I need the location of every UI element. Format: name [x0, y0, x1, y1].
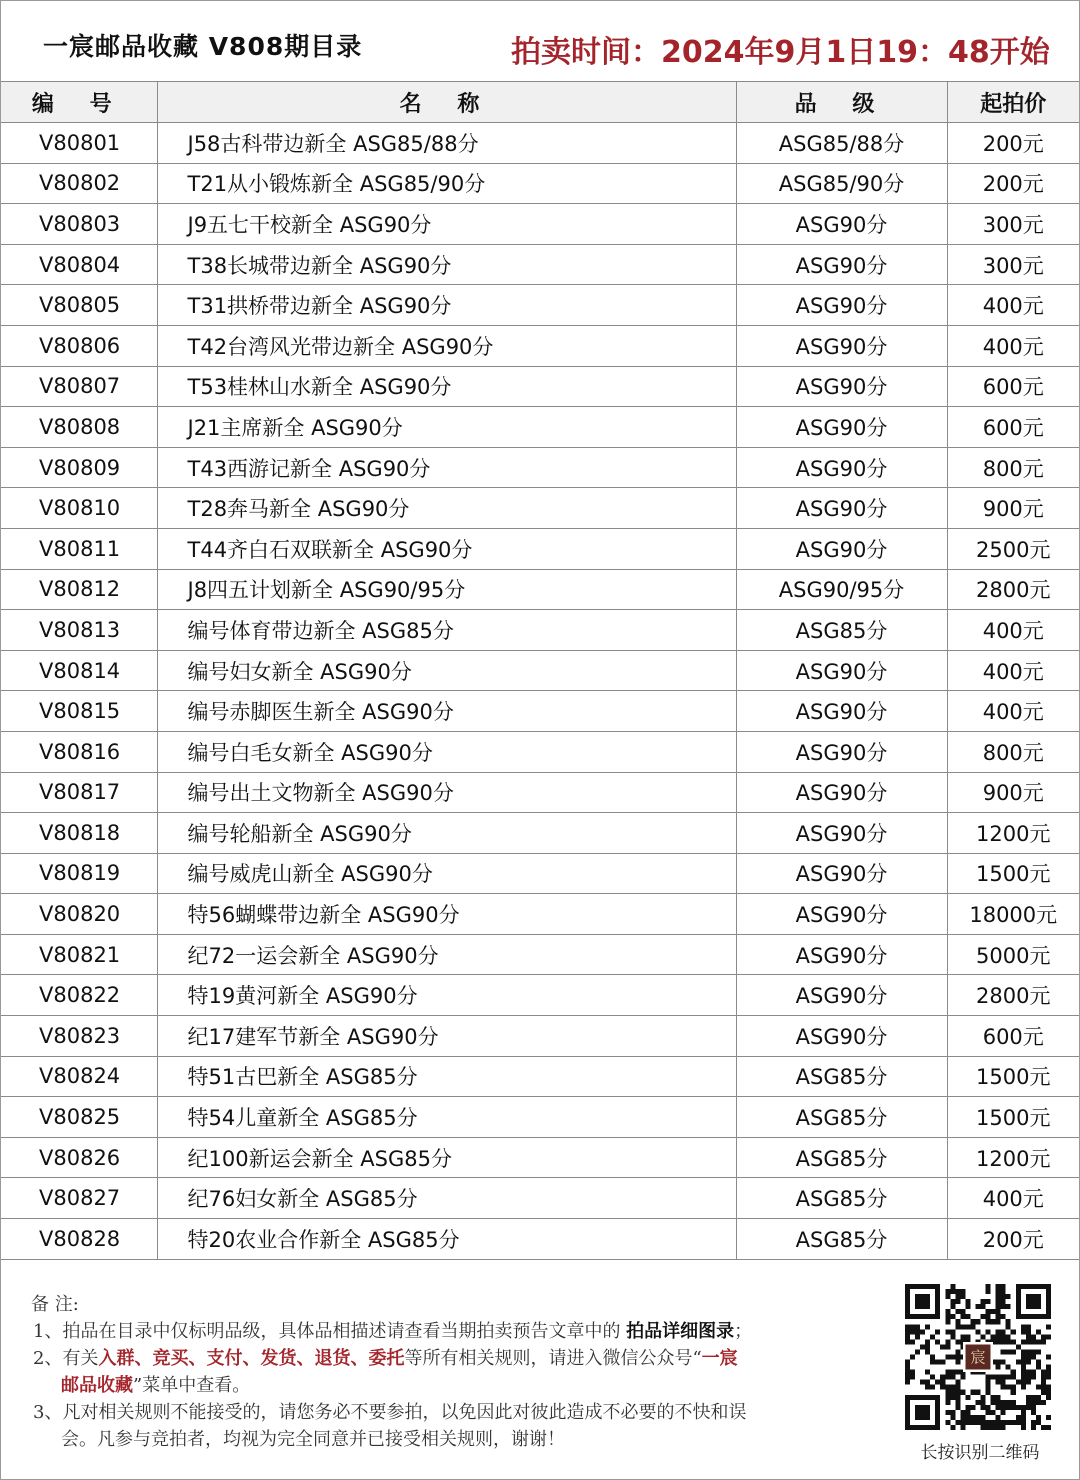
item-name: 特54儿童新全 ASG85分: [157, 1097, 736, 1138]
qr-caption: 长按识别二维码: [920, 1443, 1040, 1463]
item-grade: ASG85分: [736, 1097, 947, 1138]
column-header-name: 名 称: [157, 82, 736, 123]
item-name: 纪17建军节新全 ASG90分: [157, 1016, 736, 1057]
item-grade: ASG90分: [736, 407, 947, 448]
table-row: [1, 610, 1079, 651]
table-row: [1, 123, 1079, 164]
item-grade: ASG90分: [736, 894, 947, 935]
lot-number: V80821: [1, 934, 157, 975]
lot-number: V80803: [1, 204, 157, 245]
item-name: T31拱桥带边新全 ASG90分: [157, 285, 736, 326]
item-grade: ASG90分: [736, 813, 947, 854]
item-name: T42台湾风光带边新全 ASG90分: [157, 325, 736, 366]
starting-price: 2500元: [947, 528, 1079, 569]
table-row: [1, 204, 1079, 245]
item-name: J9五七干校新全 ASG90分: [157, 204, 736, 245]
item-name: 纪76妇女新全 ASG85分: [157, 1178, 736, 1219]
table-row: [1, 772, 1079, 813]
catalog-table: [1, 81, 1079, 1260]
table-row: [1, 934, 1079, 975]
lot-number: V80825: [1, 1097, 157, 1138]
catalog-title: 一宸邮品收藏 V808期目录: [43, 32, 363, 61]
starting-price: 200元: [947, 163, 1079, 204]
item-grade: ASG90分: [736, 528, 947, 569]
note-2-end: ”菜单中查看。: [133, 1375, 251, 1396]
lot-number: V80810: [1, 488, 157, 529]
note-3: 3、凡对相关规则不能接受的，请您务必不要参拍，以免因此对彼此造成不必要的不快和误: [33, 1402, 747, 1423]
item-grade: ASG90分: [736, 204, 947, 245]
item-name: 编号体育带边新全 ASG85分: [157, 610, 736, 651]
starting-price: 400元: [947, 1178, 1079, 1219]
starting-price: 600元: [947, 366, 1079, 407]
table-header-row: [1, 82, 1079, 123]
table-row: [1, 1016, 1079, 1057]
note-2-account-a: 一宸: [701, 1348, 738, 1369]
table-row: [1, 447, 1079, 488]
item-name: 编号白毛女新全 ASG90分: [157, 731, 736, 772]
starting-price: 900元: [947, 488, 1079, 529]
item-grade: ASG90分: [736, 447, 947, 488]
table-row: [1, 325, 1079, 366]
note-1-end: ；: [734, 1321, 753, 1342]
lot-number: V80824: [1, 1056, 157, 1097]
item-grade: ASG90分: [736, 366, 947, 407]
lot-number: V80801: [1, 123, 157, 164]
starting-price: 200元: [947, 1219, 1079, 1260]
item-name: T44齐白石双联新全 ASG90分: [157, 528, 736, 569]
starting-price: 1500元: [947, 1097, 1079, 1138]
table-row: [1, 366, 1079, 407]
item-grade: ASG90分: [736, 691, 947, 732]
item-name: 特20农业合作新全 ASG85分: [157, 1219, 736, 1260]
note-2-emphasis: 入群、竞买、支付、发货、退货、委托: [98, 1348, 405, 1369]
starting-price: 400元: [947, 610, 1079, 651]
starting-price: 200元: [947, 123, 1079, 164]
item-grade: ASG90分: [736, 1016, 947, 1057]
lot-number: V80818: [1, 813, 157, 854]
lot-number: V80816: [1, 731, 157, 772]
item-grade: ASG90分: [736, 934, 947, 975]
item-grade: ASG90分: [736, 650, 947, 691]
notes-heading: 备 注:: [31, 1294, 79, 1315]
lot-number: V80802: [1, 163, 157, 204]
note-3-cont: 会。凡参与竞拍者，均视为完全同意并已接受相关规则，谢谢！: [61, 1429, 565, 1450]
auction-time: 拍卖时间：2024年9月1日19：48开始: [511, 35, 1050, 70]
item-name: 特19黄河新全 ASG90分: [157, 975, 736, 1016]
item-name: T43西游记新全 ASG90分: [157, 447, 736, 488]
note-1-text: 1、拍品在目录中仅标明品级，具体品相描述请查看当期拍卖预告文章中的: [33, 1321, 627, 1342]
item-name: T53桂林山水新全 ASG90分: [157, 366, 736, 407]
note-2-cont: [31, 1372, 871, 1399]
column-header-number: 编 号: [1, 82, 157, 123]
starting-price: 2800元: [947, 569, 1079, 610]
table-row: [1, 528, 1079, 569]
note-2-account-b: 邮品收藏: [61, 1375, 133, 1396]
table-row: [1, 1056, 1079, 1097]
starting-price: 900元: [947, 772, 1079, 813]
item-name: J8四五计划新全 ASG90/95分: [157, 569, 736, 610]
starting-price: 300元: [947, 204, 1079, 245]
lot-number: V80817: [1, 772, 157, 813]
starting-price: 600元: [947, 407, 1079, 448]
table-row: [1, 285, 1079, 326]
table-row: [1, 488, 1079, 529]
table-row: [1, 853, 1079, 894]
starting-price: 5000元: [947, 934, 1079, 975]
starting-price: 300元: [947, 244, 1079, 285]
item-name: 纪72一运会新全 ASG90分: [157, 934, 736, 975]
notes-section: [31, 1291, 871, 1453]
starting-price: 1200元: [947, 813, 1079, 854]
starting-price: 1200元: [947, 1137, 1079, 1178]
lot-number: V80806: [1, 325, 157, 366]
lot-number: V80813: [1, 610, 157, 651]
item-grade: ASG90分: [736, 772, 947, 813]
starting-price: 18000元: [947, 894, 1079, 935]
table-row: [1, 244, 1079, 285]
table-row: [1, 691, 1079, 732]
lot-number: V80805: [1, 285, 157, 326]
column-header-grade: 品 级: [736, 82, 947, 123]
lot-number: V80804: [1, 244, 157, 285]
table-row: [1, 975, 1079, 1016]
table-row: [1, 731, 1079, 772]
qr-code[interactable]: [905, 1284, 1051, 1430]
item-name: J58古科带边新全 ASG85/88分: [157, 123, 736, 164]
starting-price: 800元: [947, 447, 1079, 488]
lot-number: V80822: [1, 975, 157, 1016]
starting-price: 400元: [947, 285, 1079, 326]
lot-number: V80828: [1, 1219, 157, 1260]
item-grade: ASG85分: [736, 1178, 947, 1219]
lot-number: V80819: [1, 853, 157, 894]
header: [1, 1, 1079, 81]
item-grade: ASG85分: [736, 1056, 947, 1097]
lot-number: V80814: [1, 650, 157, 691]
table-row: [1, 163, 1079, 204]
note-2: [31, 1345, 871, 1372]
note-1: [31, 1318, 871, 1345]
note-2-text: 2、有关: [33, 1348, 99, 1369]
item-grade: ASG85/88分: [736, 123, 947, 164]
item-name: 特56蝴蝶带边新全 ASG90分: [157, 894, 736, 935]
starting-price: 800元: [947, 731, 1079, 772]
table-row: [1, 813, 1079, 854]
starting-price: 400元: [947, 691, 1079, 732]
starting-price: 400元: [947, 650, 1079, 691]
item-name: 特51古巴新全 ASG85分: [157, 1056, 736, 1097]
item-name: T38长城带边新全 ASG90分: [157, 244, 736, 285]
table-row: [1, 1097, 1079, 1138]
lot-number: V80809: [1, 447, 157, 488]
table-row: [1, 407, 1079, 448]
item-grade: ASG85分: [736, 1219, 947, 1260]
table-row: [1, 1137, 1079, 1178]
item-name: 纪100新运会新全 ASG85分: [157, 1137, 736, 1178]
item-grade: ASG90分: [736, 285, 947, 326]
item-grade: ASG85分: [736, 1137, 947, 1178]
table-row: [1, 650, 1079, 691]
starting-price: 1500元: [947, 853, 1079, 894]
item-grade: ASG90分: [736, 325, 947, 366]
lot-number: V80820: [1, 894, 157, 935]
starting-price: 600元: [947, 1016, 1079, 1057]
item-grade: ASG85/90分: [736, 163, 947, 204]
lot-number: V80826: [1, 1137, 157, 1178]
table-row: [1, 1178, 1079, 1219]
item-grade: ASG85分: [736, 610, 947, 651]
item-name: 编号轮船新全 ASG90分: [157, 813, 736, 854]
lot-number: V80807: [1, 366, 157, 407]
starting-price: 2800元: [947, 975, 1079, 1016]
item-grade: ASG90分: [736, 731, 947, 772]
item-grade: ASG90分: [736, 244, 947, 285]
lot-number: V80808: [1, 407, 157, 448]
item-grade: ASG90分: [736, 975, 947, 1016]
lot-number: V80815: [1, 691, 157, 732]
item-name: T28奔马新全 ASG90分: [157, 488, 736, 529]
item-grade: ASG90分: [736, 853, 947, 894]
table-row: [1, 894, 1079, 935]
item-grade: ASG90/95分: [736, 569, 947, 610]
table-body: [1, 123, 1079, 1260]
table-row: [1, 569, 1079, 610]
lot-number: V80812: [1, 569, 157, 610]
table-row: [1, 1219, 1079, 1260]
lot-number: V80811: [1, 528, 157, 569]
note-1-emphasis: 拍品详细图录: [626, 1321, 735, 1342]
column-header-price: 起拍价: [947, 82, 1079, 123]
item-name: 编号赤脚医生新全 ASG90分: [157, 691, 736, 732]
starting-price: 400元: [947, 325, 1079, 366]
item-name: 编号出土文物新全 ASG90分: [157, 772, 736, 813]
item-name: 编号妇女新全 ASG90分: [157, 650, 736, 691]
item-name: T21从小锻炼新全 ASG85/90分: [157, 163, 736, 204]
starting-price: 1500元: [947, 1056, 1079, 1097]
note-2-text-2: 等所有相关规则，请进入微信公众号“: [404, 1348, 702, 1369]
item-grade: ASG90分: [736, 488, 947, 529]
qr-logo-glyph: 宸: [970, 1348, 986, 1367]
item-name: J21主席新全 ASG90分: [157, 407, 736, 448]
lot-number: V80823: [1, 1016, 157, 1057]
item-name: 编号威虎山新全 ASG90分: [157, 853, 736, 894]
lot-number: V80827: [1, 1178, 157, 1219]
